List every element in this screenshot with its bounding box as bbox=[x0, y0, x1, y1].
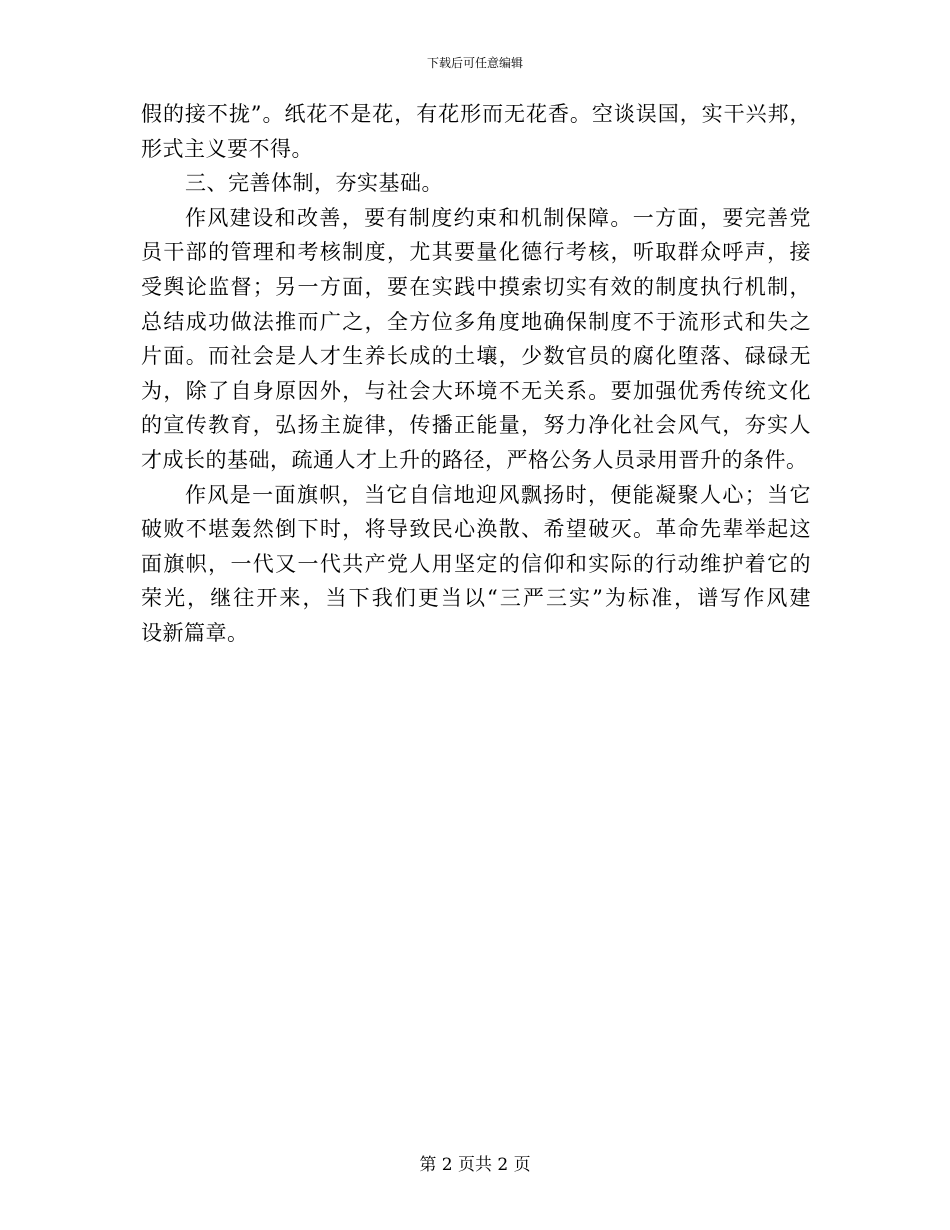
text-line: 为，除了自身原因外，与社会大环境不无关系。要加强优秀传统文化 bbox=[141, 378, 811, 403]
text-line: 设新篇章。 bbox=[141, 620, 249, 645]
text-line: 荣光，继往开来，当下我们更当以“三严三实”为标准，谱写作风建 bbox=[141, 586, 811, 611]
text-line: 假的接不拢”。纸花不是花，有花形而无花香。空谈误国，实干兴邦， bbox=[141, 102, 811, 126]
text-line: 总结成功做法推而广之，全方位多角度地确保制度不于流形式和失之 bbox=[141, 309, 811, 334]
text-line: 破败不堪轰然倒下时，将导致民心涣散、希望破灭。革命先辈举起这 bbox=[141, 517, 811, 542]
text-line: 作风建设和改善，要有制度约束和机制保障。一方面，要完善党 bbox=[185, 205, 811, 230]
text-line: 形式主义要不得。 bbox=[141, 136, 313, 161]
text-line: 才成长的基础，疏通人才上升的路径，严格公务人员录用晋升的条件。 bbox=[141, 447, 808, 472]
text-line: 员干部的管理和考核制度，尤其要量化德行考核，听取群众呼声，接 bbox=[141, 240, 811, 265]
page-number: 第 2 页共 2 页 bbox=[419, 1155, 531, 1175]
text-line: 作风是一面旗帜，当它自信地迎风飘扬时，便能凝聚人心；当它 bbox=[185, 482, 811, 507]
text-line: 受舆论监督；另一方面，要在实践中摸索切实有效的制度执行机制， bbox=[141, 274, 811, 299]
text-line: 片面。而社会是人才生养长成的土壤，少数官员的腐化堕落、碌碌无 bbox=[141, 344, 811, 369]
text-line: 面旗帜，一代又一代共产党人用坚定的信仰和实际的行动维护着它的 bbox=[141, 551, 811, 576]
document-body bbox=[141, 97, 811, 651]
page-header: 下载后可任意编辑 bbox=[426, 56, 523, 70]
text-line: 的宣传教育，弘扬主旋律，传播正能量，努力净化社会风气，夯实人 bbox=[141, 413, 811, 438]
section-heading: 三、完善体制，夯实基础。 bbox=[185, 171, 443, 196]
